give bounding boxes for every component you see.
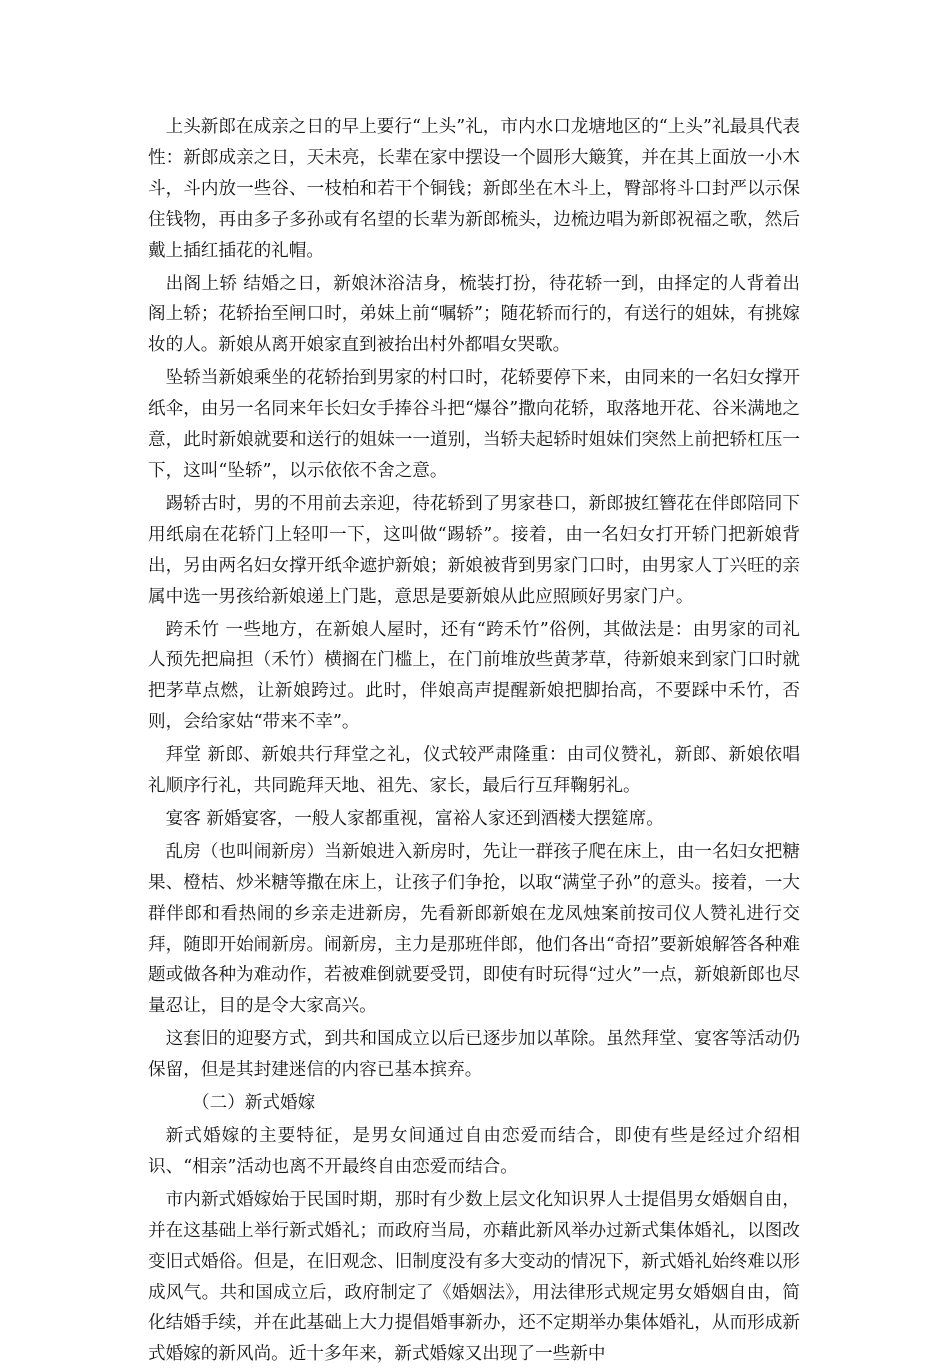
paragraph-new-style-history: 市内新式婚嫁始于民国时期，那时有少数上层文化知识界人士提倡男女婚姻自由，并在这基础上举行新式婚礼；而政府当局，亦藉此新风举办过新式集体婚礼，以图改变旧式婚俗。但是，在旧观念、旧制度没有多大变动的情况下，新式婚礼始终难以形成风气。共和国成立后，政府制定了《婚姻法》，用法律形式规定男女婚姻自由，简化结婚手续，并在此基础上大力提倡婚事新办，还不定期举办集体婚礼，从而形成新式婚嫁的新风尚。近十多年来，新式婚嫁又出现了一些新中: [148, 1189, 800, 1365]
paragraph-yanke: 宴客 新婚宴客，一般人家都重视，富裕人家还到酒楼大摆筵席。: [165, 808, 664, 829]
paragraph-chuge-shangjiao: 出阁上轿 结婚之日，新娘沐浴洁身，梳装打扮，待花轿一到，由择定的人背着出阁上轿；花轿抬至闸口时，弟妹上前“嘱轿”；随花轿而行的，有送行的姐妹，有挑嫁妆的人。新娘从离开娘家直到被抬出村外都唱女哭歌。: [148, 273, 800, 356]
paragraph-luanfang: 乱房（也叫闹新房）当新娘进入新房时，先让一群孩子爬在床上，由一名妇女把糖果、橙桔、炒米糖等撒在床上，让孩子们争抢，以取“满堂子孙”的意头。接着，一大群伴郎和看热闹的乡亲走进新房，先看新郎新娘在龙凤烛案前按司仪人赞礼进行交拜，随即开始闹新房。闹新房，主力是那班伴郎，他们各出“奇招”要新娘解答各种难题或做各种为难动作，若被难倒就要受罚，即使有时玩得“过火”一点，新娘新郎也尽量忍让，目的是令大家高兴。: [148, 841, 800, 1017]
paragraph-tijiao: 踢轿古时，男的不用前去亲迎，待花轿到了男家巷口，新郎披红簪花在伴郎陪同下用纸扇在花轿门上轻叩一下，这叫做“踢轿”。接着，由一名妇女打开轿门把新娘背出，另由两名妇女撑开纸伞遮护新娘；新娘被背到男家门口时，由男家人丁兴旺的亲属中选一男孩给新娘递上门匙，意思是要新娘从此应照顾好男家门户。: [148, 493, 800, 607]
paragraph-shangtou: 上头新郎在成亲之日的早上要行“上头”礼，市内水口龙塘地区的“上头”礼最具代表性：新郎成亲之日，天未亮，长辈在家中摆设一个圆形大簸箕，并在其上面放一小木斗，斗内放一些谷、一枝柏和若干个铜钱；新郎坐在木斗上，臀部将斗口封严以示保住钱物，再由多子多孙或有名望的长辈为新郎梳头，边梳边唱为新郎祝福之歌，然后戴上插红插花的礼帽。: [148, 117, 800, 261]
paragraph-zhuijiao: 坠轿当新娘乘坐的花轿抬到男家的村口时，花轿要停下来，由同来的一名妇女撑开纸伞，由另一名同来年长妇女手捧谷斗把“爆谷”撒向花轿，取落地开花、谷米满地之意，此时新娘就要和送行的姐妹一一道别，当轿夫起轿时姐妹们突然上前把轿杠压一下，这叫“坠轿”，以示依依不舍之意。: [148, 368, 800, 481]
paragraph-old-customs-reform: 这套旧的迎娶方式，到共和国成立以后已逐步加以革除。虽然拜堂、宴客等活动仍保留，但是其封建迷信的内容已基本摈弃。: [148, 1029, 800, 1081]
paragraph-new-style-features: 新式婚嫁的主要特征，是男女间通过自由恋爱而结合，即使有些是经过介绍相识、“相亲”活动也离不开最终自由恋爱而结合。: [148, 1126, 800, 1177]
paragraph-baitang: 拜堂 新郎、新娘共行拜堂之礼，仪式较严肃隆重：由司仪赞礼，新郎、新娘依唱礼顺序行礼，共同跪拜天地、祖先、家长，最后行互拜鞠躬礼。: [148, 745, 800, 797]
document-body: [148, 112, 800, 1372]
paragraph-kua-hezhu: 跨禾竹 一些地方，在新娘人屋时，还有“跨禾竹”俗例，其做法是：由男家的司礼人预先把扁担（禾竹）横搁在门槛上，在门前堆放些黄茅草，待新娘来到家门口时就把茅草点燃，让新娘跨过。此时，伴娘高声提醒新娘把脚抬高，不要踩中禾竹，否则，会给家姑“带来不幸”。: [148, 619, 800, 733]
section-heading-new-style-marriage: （二）新式婚嫁: [192, 1093, 316, 1114]
